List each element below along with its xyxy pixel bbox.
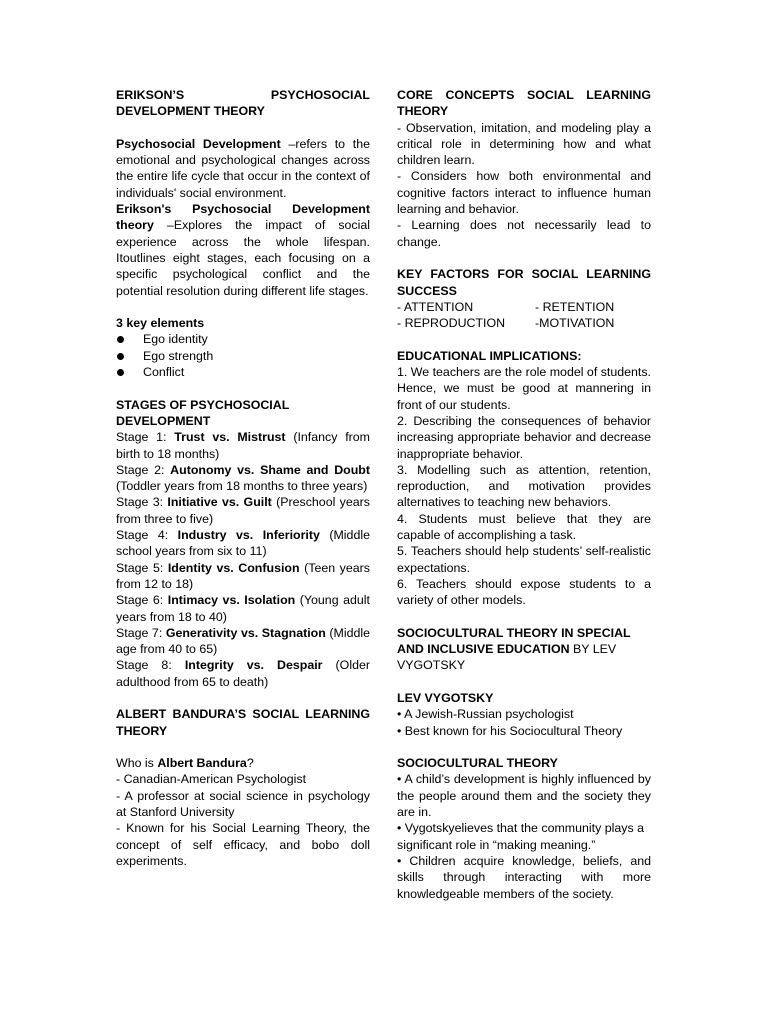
list-item: Conflict [116, 364, 370, 380]
socio-point: • A child’s development is highly influenced by the people around them and the society they are in. [397, 772, 651, 820]
key-elements-heading: 3 key elements [116, 316, 205, 331]
list-item: Ego identity [116, 331, 370, 347]
stage-item: Stage 8: Integrity vs. Despair (Older adulthood from 65 to death) [116, 658, 370, 689]
educational-implications-heading: EDUCATIONAL IMPLICATIONS: [397, 348, 582, 363]
key-factor: - REPRODUCTION [397, 316, 506, 331]
implication-item: 2. Describing the consequences of behavior increasing appropriate behavior and decrease inappropriate behavior. [397, 413, 651, 461]
lev-vygotsky-heading: LEV VYGOTSKY [397, 690, 494, 705]
stage-item: Stage 4: Industry vs. Inferiority (Middle school years from six to 11) [116, 528, 370, 559]
stage-item: Stage 7: Generativity vs. Stagnation (Middle age from 40 to 65) [116, 625, 370, 657]
key-elements-list [116, 331, 370, 380]
key-factors-row [397, 299, 651, 315]
core-point: - Considers how both environmental and cognitive factors interact to influence human learning and behavior. [397, 169, 651, 217]
right-column [397, 87, 651, 902]
key-factors-row [397, 315, 651, 331]
socio-point: • Vygotskyelieves that the community plays a significant role in “making meaning.” [397, 821, 644, 852]
core-point: - Learning does not necessarily lead to change. [397, 218, 651, 249]
bandura-title: ALBERT BANDURA’S SOCIAL LEARNING THEORY [116, 707, 370, 738]
stages-list [116, 429, 370, 690]
stage-item: Stage 1: Trust vs. Mistrust (Infancy from birth to 18 months) [116, 430, 370, 461]
key-factor: - ATTENTION [397, 299, 474, 314]
implication-item: 3. Modelling such as attention, retention, reproduction, and motivation provides alternatives to teaching new behaviors. [397, 462, 651, 510]
stage-item: Stage 3: Initiative vs. Guilt (Preschool years from three to five) [116, 495, 370, 526]
left-column [116, 87, 370, 869]
implication-item: 1. We teachers are the role model of students. Hence, we must be good at mannering in front of our students. [397, 365, 651, 412]
stage-item: Stage 6: Intimacy vs. Isolation (Young adult years from 18 to 40) [116, 593, 370, 624]
lev-point: • Best known for his Sociocultural Theory [397, 723, 623, 738]
sociocultural-section-heading: SOCIOCULTURAL THEORY IN SPECIAL AND INCLUSIVE EDUCATION BY LEV VYGOTSKY [397, 625, 631, 673]
bandura-point: - A professor at social science in psychology at Stanford University [116, 788, 370, 820]
bandura-point: - Canadian-American Psychologist [116, 772, 307, 787]
stages-heading: STAGES OF PSYCHOSOCIAL DEVELOPMENT [116, 397, 290, 428]
key-factor: -MOTIVATION [535, 316, 615, 331]
who-is-bandura: Who is Albert Bandura? [116, 756, 254, 771]
core-concepts-heading: CORE CONCEPTS SOCIAL LEARNING THEORY [397, 88, 651, 119]
implication-item: 5. Teachers should help students’ self-realistic expectations. [397, 544, 651, 575]
lev-point: • A Jewish-Russian psychologist [397, 707, 574, 722]
key-factor: - RETENTION [535, 299, 615, 314]
core-point: - Observation, imitation, and modeling play a critical role in determining how and what children learn. [397, 120, 651, 168]
stage-item: Stage 5: Identity vs. Confusion (Teen years from 12 to 18) [116, 560, 370, 591]
erikson-title: ERIKSON’S PSYCHOSOCIAL DEVELOPMENT THEORY [116, 88, 370, 119]
socio-point: • Children acquire knowledge, beliefs, and skills through interacting with more knowledgeable members of the society. [397, 853, 651, 901]
erikson-theory-definition: Erikson's Psychosocial Development theory –Explores the impact of social experience across the whole lifespan. Itoutlines eight stages, each focusing on a specific psychological conflict and the potential resolution during different life stages. [116, 202, 370, 298]
list-item: Ego strength [116, 348, 370, 364]
stage-item: Stage 2: Autonomy vs. Shame and Doubt (Toddler years from 18 months to three years) [116, 462, 370, 494]
implication-item: 6. Teachers should expose students to a variety of other models. [397, 576, 651, 608]
implication-item: 4. Students must believe that they are capable of accomplishing a task. [397, 511, 651, 543]
key-factors-heading: KEY FACTORS FOR SOCIAL LEARNING SUCCESS [397, 267, 651, 298]
sociocultural-theory-heading: SOCIOCULTURAL THEORY [397, 756, 558, 771]
bandura-point: - Known for his Social Learning Theory, the concept of self efficacy, and bobo doll experiments. [116, 821, 370, 868]
psychosocial-definition: Psychosocial Development –refers to the emotional and psychological changes across the entire life cycle that occur in the context of individuals' social environment. [116, 136, 371, 200]
